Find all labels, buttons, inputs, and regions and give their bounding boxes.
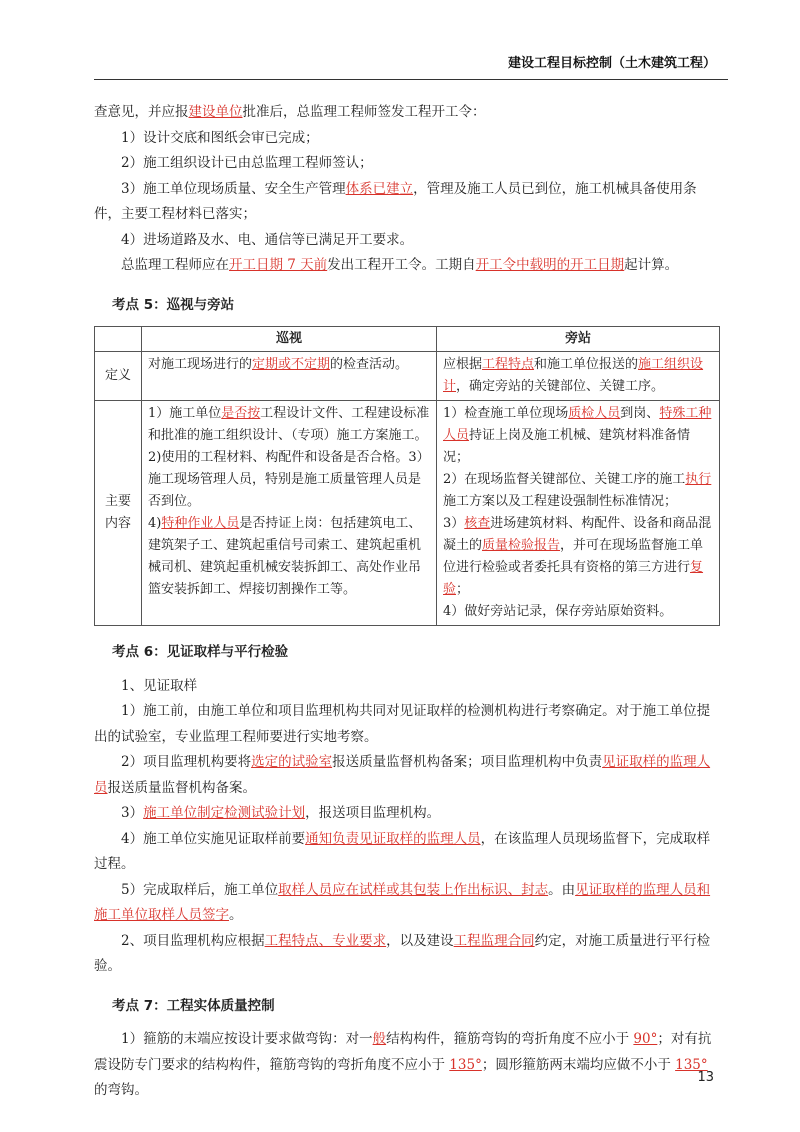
text-run: 总监理工程师应在: [121, 257, 229, 273]
entity-list: [94, 1027, 720, 1104]
text-run: 持证上岗及施工机械、建筑材料准备情况；: [443, 428, 691, 465]
highlighted-text: 通知负责见证取样的监理人员: [305, 830, 481, 847]
table-header-patrol: 巡视: [142, 327, 437, 352]
text-run: 约定，对施工质量进行平行检验。: [94, 932, 711, 974]
cell-definition-station: [437, 352, 720, 401]
text-run: 结构构件，箍筋弯钩的弯折角度不应小于: [386, 1031, 634, 1047]
highlighted-text: 90°: [633, 1031, 658, 1047]
text-run: ；对有抗震设防专门要求的结构构件，箍筋弯钩的弯折角度不应小于: [94, 1031, 712, 1073]
intro-item: [94, 177, 720, 228]
cell-definition-patrol: [142, 352, 437, 401]
text-run: 4）进场道路及水、电、通信等已满足开工要求。: [121, 231, 414, 248]
intro-item: [94, 228, 720, 254]
text-run: 报送质量监督机构备案；项目监理机构中负责: [332, 754, 603, 770]
table-header-corner: [95, 327, 142, 352]
text-run: 3）施工单位现场质量、安全生产管理: [121, 180, 346, 197]
text-run: 5）完成取样后，施工单位: [121, 881, 279, 898]
text-run: 施工方案以及工程建设强制性标准情况；: [443, 494, 678, 509]
text-run: 应根据: [443, 357, 483, 372]
row-label-main-content: 主要内容: [95, 401, 142, 626]
cell-main-station: [437, 401, 720, 626]
entity-item: [94, 1027, 720, 1104]
cell-main-patrol: [142, 401, 437, 626]
text-run: ；: [456, 582, 470, 597]
header-divider: [94, 79, 728, 80]
text-run: 到岗、: [620, 406, 660, 421]
table-row-definition: [95, 352, 720, 401]
text-run: 2）施工组织设计已由总监理工程师签认；: [121, 155, 373, 171]
highlighted-text: 工程监理合同: [453, 932, 535, 949]
highlighted-text: 开工令中载明的开工日期: [475, 257, 625, 273]
highlighted-text: 开工日期 7 天前: [229, 257, 328, 273]
witness-subheading: 1、见证取样: [121, 677, 198, 694]
highlighted-text: 工程特点、专业要求: [264, 932, 387, 949]
running-header-title: 建设工程目标控制（土木建筑工程）: [507, 56, 716, 71]
highlighted-text: 建设单位: [188, 104, 243, 120]
text-run: ；圆形箍筋两末端均应做不小于: [481, 1056, 676, 1073]
text-run: ，报送项目监理机构。: [305, 805, 441, 821]
text-run: 1）设计交底和图纸会审已完成；: [121, 129, 319, 146]
witness-list: [94, 699, 720, 980]
highlighted-text: 135°: [449, 1056, 482, 1073]
table-header-row: [95, 327, 720, 352]
section-heading-6: 考点 6：见证取样与平行检验: [112, 644, 289, 660]
text-run: 。由: [548, 881, 576, 898]
station-item: [443, 513, 713, 601]
text-run: 批准后，总监理工程师签发工程开工令：: [242, 104, 486, 120]
patrol-item: [148, 403, 430, 447]
text-run: 2)使用的工程材料、构配件和设备是否合格。3）施工现场管理人员，特别是施工质量管理人员是否到位。: [148, 450, 430, 509]
witness-item: [94, 827, 720, 878]
table-header-station: 旁站: [437, 327, 720, 352]
highlighted-text: 见证取样的监理人员和施工单位取样人员签字: [94, 881, 711, 923]
text-run: 2）项目监理机构要将: [121, 754, 252, 770]
patrol-item: [148, 513, 430, 601]
text-run: 4）施工单位实施见证取样前要: [121, 830, 306, 847]
highlighted-text: 见证取样的监理人员: [94, 754, 711, 796]
text-run: 起计算。: [624, 257, 679, 273]
text-run: 的检查活动。: [330, 357, 409, 372]
intro-lead: [94, 100, 720, 126]
highlighted-text: 工程特点: [482, 357, 535, 372]
highlighted-text: 定期或不定期: [252, 357, 331, 372]
highlighted-text: 质量检验报告: [482, 538, 561, 553]
highlighted-text: 特种作业人员: [161, 516, 240, 531]
section-heading-7: 考点 7：工程实体质量控制: [112, 997, 275, 1014]
text-run: ，确定旁站的关键部位、关键工序。: [456, 379, 665, 394]
table-row-main-content: [95, 401, 720, 626]
witness-item: [94, 929, 720, 980]
station-item: [443, 403, 713, 469]
text-run: 报送质量监督机构备案。: [107, 779, 256, 796]
highlighted-text: 执行: [685, 472, 712, 487]
text-run: ，在该监理人员现场监督下，完成取样过程。: [94, 830, 711, 872]
text-run: 1）施工单位: [148, 406, 222, 421]
highlighted-text: 复验: [443, 560, 704, 597]
station-item: [443, 469, 713, 513]
text-run: 1）箍筋的末端应按设计要求做弯钩：对一: [121, 1031, 373, 1047]
text-run: 进场建筑材料、构配件、设备和商品混凝土的: [443, 516, 712, 553]
text-run: 1）检查施工单位现场: [443, 406, 569, 421]
page-number: 13: [697, 1070, 714, 1085]
text-run: 。: [229, 907, 243, 923]
witness-item: [94, 801, 720, 827]
text-run: 对施工现场进行的: [148, 357, 253, 372]
text-run: ，以及建设: [386, 932, 454, 949]
patrol-item: [148, 447, 430, 513]
highlighted-text: 取样人员应在试样或其包装上作出标识、封志: [278, 881, 549, 898]
section-heading-5: 考点 5：巡视与旁站: [112, 296, 235, 313]
highlighted-text: 135°: [675, 1056, 708, 1073]
highlighted-text: 质检人员: [568, 406, 621, 421]
text-run: 是否持证上岗：包括建筑电工、建筑架子工、建筑起重信号司索工、建筑起重机械司机、建筑起重机械安装拆卸工、高处作业吊篮安装拆卸工、焊接切割操作工等。: [148, 516, 422, 597]
text-run: 3）: [443, 516, 465, 531]
highlighted-text: 施工组织设计: [443, 357, 704, 394]
highlighted-text: 选定的试验室: [251, 754, 333, 770]
intro-list: [94, 126, 720, 279]
text-run: 工程设计文件、工程建设标准和批准的施工组织设计、（专项）施工方案施工。: [148, 406, 430, 443]
text-run: 1）施工前，由施工单位和项目监理机构共同对见证取样的检测机构进行考察确定。对于施工单位提出的试验室，专业监理工程师要进行实地考察。: [94, 703, 711, 745]
highlighted-text: 特殊工种人员: [443, 406, 712, 443]
intro-item: [94, 126, 720, 152]
witness-item: [94, 699, 720, 750]
witness-item: [94, 750, 720, 801]
page-body: [94, 100, 720, 1104]
text-run: 发出工程开工令。工期自: [327, 257, 476, 273]
text-run: 的弯钩。: [94, 1082, 148, 1098]
highlighted-text: 般: [372, 1031, 387, 1047]
witness-item: [94, 878, 720, 929]
highlighted-text: 施工单位制定检测试验计划: [143, 805, 306, 821]
patrol-station-table: [94, 326, 720, 626]
highlighted-text: 是否按: [221, 406, 261, 421]
text-run: 2、项目监理机构应根据: [121, 932, 265, 949]
text-run: 查意见，并应报: [94, 104, 189, 120]
row-label-definition: 定义: [95, 352, 142, 401]
text-run: 3）: [121, 805, 144, 821]
text-run: 4）做好旁站记录，保存旁站原始资料。: [443, 604, 673, 619]
highlighted-text: 核查: [464, 516, 491, 531]
text-run: 2）在现场监督关键部位、关键工序的施工: [443, 472, 686, 487]
station-item: [443, 601, 713, 623]
text-run: 4): [148, 516, 162, 531]
text-run: ，管理及施工人员已到位，施工机械具备使用条件，主要工程材料已落实；: [94, 180, 697, 222]
highlighted-text: 体系已建立: [345, 180, 414, 197]
intro-item: [94, 253, 720, 279]
intro-item: [94, 151, 720, 177]
text-run: 和施工单位报送的: [534, 357, 639, 372]
text-run: ，并可在现场监督施工单位进行检验或者委托具有资格的第三方进行: [443, 538, 704, 575]
